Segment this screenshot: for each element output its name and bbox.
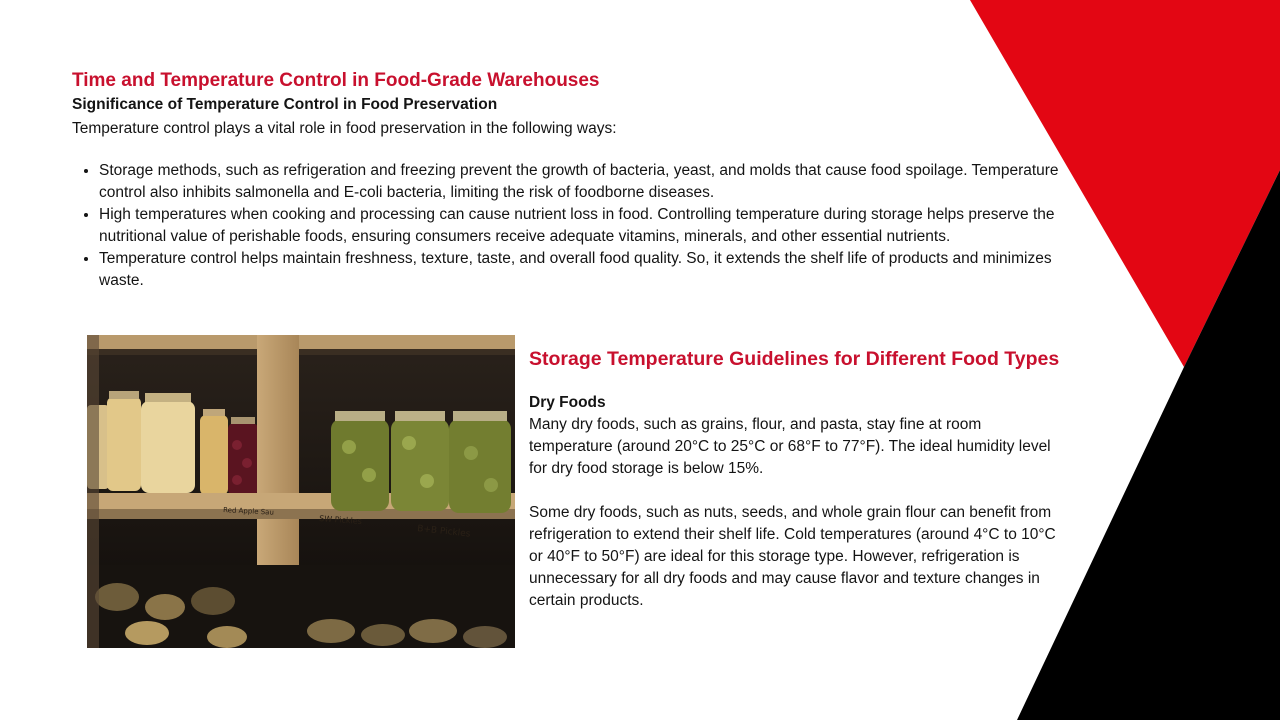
dry-foods-paragraph-1: Many dry foods, such as grains, flour, and pasta, stay fine at room temperature (around 20°C to 25°C or 68°F to 77°F). The ideal humidity level for dry food storage is below 15%. (529, 416, 1051, 477)
slide-subtitle: Significance of Temperature Control in Food Preservation (72, 96, 498, 113)
dry-foods-title: Dry Foods (529, 394, 606, 411)
dry-foods-paragraph-2: Some dry foods, such as nuts, seeds, and whole grain flour can benefit from refrigeration to extend their shelf life. Cold temperatures (around 4°C to 10°C or 40°F to 50°F) are ideal for this storage type. However, refrigeration is unnecessary for all dry foods and may cause flavor and texture changes in certain products. (529, 504, 1056, 609)
jars-on-shelves-illustration (87, 335, 515, 648)
bullet-item: • Storage methods, such as refrigeration and freezing prevent the growth of bacteria, yeast, and molds that cause food spoilage. Temperature control also inhibits salmonella and E-coli bacteria, limiting the risk of foodborne diseases. (99, 160, 1082, 204)
slide-content (72, 70, 1082, 292)
bullet-list (72, 160, 1082, 292)
intro-text: Temperature control plays a vital role in food preservation in the following ways: (72, 120, 617, 137)
shelf-label: Red Apple Sau (222, 506, 275, 517)
guidelines-heading: Storage Temperature Guidelines for Different Food Types (529, 348, 1060, 370)
shelf-label: SW Pickles (318, 514, 363, 526)
shelf-label: B+B Pickles (416, 524, 471, 540)
bullet-item: • High temperatures when cooking and processing can cause nutrient loss in food. Controlling temperature during storage helps preserve the nutritional value of perishable foods, ensuring consumers receive adequate vitamins, minerals, and other essential nutrients. (99, 204, 1082, 248)
canning-jars-photo (87, 335, 515, 648)
bullet-item: • Temperature control helps maintain freshness, texture, taste, and overall food quality. So, it extends the shelf life of products and minimizes waste. (99, 248, 1082, 292)
slide-title: Time and Temperature Control in Food-Grade Warehouses (72, 70, 600, 91)
guidelines-section (529, 344, 1069, 612)
